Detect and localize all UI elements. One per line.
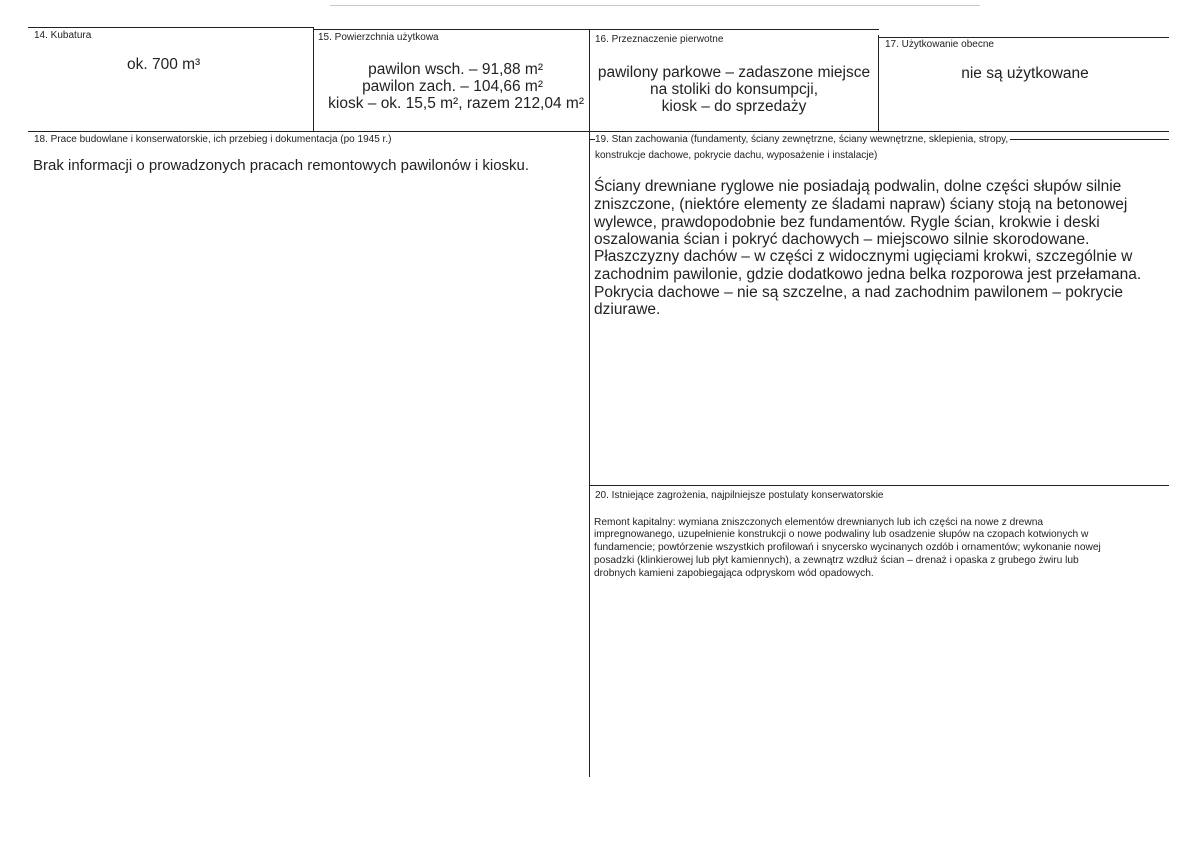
field-17-label: 17. Użytkowanie obecne	[885, 39, 994, 50]
field-19-line-7: Pokrycia dachowe – nie są szczelne, a nad zachodnim pawilonem – pokrycie	[594, 284, 1124, 301]
field-19-label-line-1: 19. Stan zachowania (fundamenty, ściany zewnętrzne, ściany wewnętrzne, sklepienia, stropy,	[595, 134, 1009, 145]
field-19-line-8: dziurawe.	[594, 301, 661, 318]
field-15-label: 15. Powierzchnia użytkowa	[318, 32, 439, 43]
field-20-line-5: drobnych kamieni zapobiegająca odpryskom wód opadowych.	[594, 568, 874, 579]
field-16-label: 16. Przeznaczenie pierwotne	[595, 34, 724, 45]
field-19-line-1: Ściany drewniane ryglowe nie posiadają podwalin, dolne części słupów silnie	[594, 178, 1122, 195]
field-20-line-1: Remont kapitalny: wymiana zniszczonych elementów drewnianych lub ich części na nowe z drewna	[594, 517, 1044, 528]
field-20-line-3: fundamencie; powtórzenie wszystkich profilowań i snycersko wycinanych ozdób i ornamentów; wykonanie nowej	[594, 542, 1101, 553]
divider-18-19	[589, 131, 590, 777]
field-18-label: 18. Prace budowlane i konserwatorskie, ich przebieg i dokumentacja (po 1945 r.)	[34, 134, 392, 145]
field-15-line-1: pawilon wsch. – 91,88 m²	[368, 61, 543, 78]
field-20-line-4: posadzki (klinkierowej lub płyt kamiennych), a zewnątrz wzdłuż ścian – drenaż i opaska z grubego żwiru lub	[594, 555, 1079, 566]
field-19-line-3: wylewce, prawdopodobnie bez fundamentów. Rygle ścian, krokwie i deski	[594, 214, 1100, 231]
row1-bottom-border-right	[589, 131, 1169, 132]
scan-edge-line	[330, 5, 980, 6]
field-15-line-3: kiosk – ok. 15,5 m², razem 212,04 m²	[328, 95, 584, 112]
field-19-line-5: Płaszczyzny dachów – w części z widocznymi ugięciami krokwi, szczególnie w	[594, 248, 1133, 265]
row1-top-border-mid	[313, 29, 879, 30]
field-19-line-6: zachodnim pawilonie, gdzie dodatkowo jedna belka rozporowa jest przełamana.	[594, 266, 1142, 283]
field-14-value: ok. 700 m³	[127, 56, 201, 73]
field-20-label: 20. Istniejące zagrożenia, najpilniejsze postulaty konserwatorskie	[595, 490, 884, 501]
field-14-label: 14. Kubatura	[34, 30, 92, 41]
field-17-value: nie są użytkowane	[961, 65, 1089, 82]
field-19-line-4: oszalowania ścian i pokryć dachowych – miejscowo silnie skorodowane.	[594, 231, 1090, 248]
field-15-line-2: pawilon zach. – 104,66 m²	[362, 78, 543, 95]
field-16-line-3: kiosk – do sprzedaży	[661, 98, 807, 115]
field-20-top-border	[589, 485, 1169, 486]
divider-15-16	[589, 29, 590, 132]
field-20-line-2: impregnowanego, uzupełnienie konstrukcji o nowe podwaliny lub osadzenie słupów na czopach kotwionych w	[594, 529, 1089, 540]
field-18-value: Brak informacji o prowadzonych pracach remontowych pawilonów i kiosku.	[33, 157, 530, 174]
divider-14-15	[313, 27, 314, 132]
field-19-label-line-2: konstrukcje dachowe, pokrycie dachu, wyposażenie i instalacje)	[595, 150, 878, 161]
field-16-line-2: na stoliki do konsumpcji,	[650, 81, 818, 98]
row1-top-border-left	[28, 27, 313, 28]
divider-16-17	[878, 35, 879, 132]
row1-top-border-right	[879, 37, 1169, 38]
row1-bottom-border	[28, 131, 590, 132]
field-19-line-2: zniszczone, (niektóre elementy ze śladami napraw) ściany stoją na betonowej	[594, 196, 1128, 213]
field-16-line-1: pawilony parkowe – zadaszone miejsce	[597, 64, 871, 81]
